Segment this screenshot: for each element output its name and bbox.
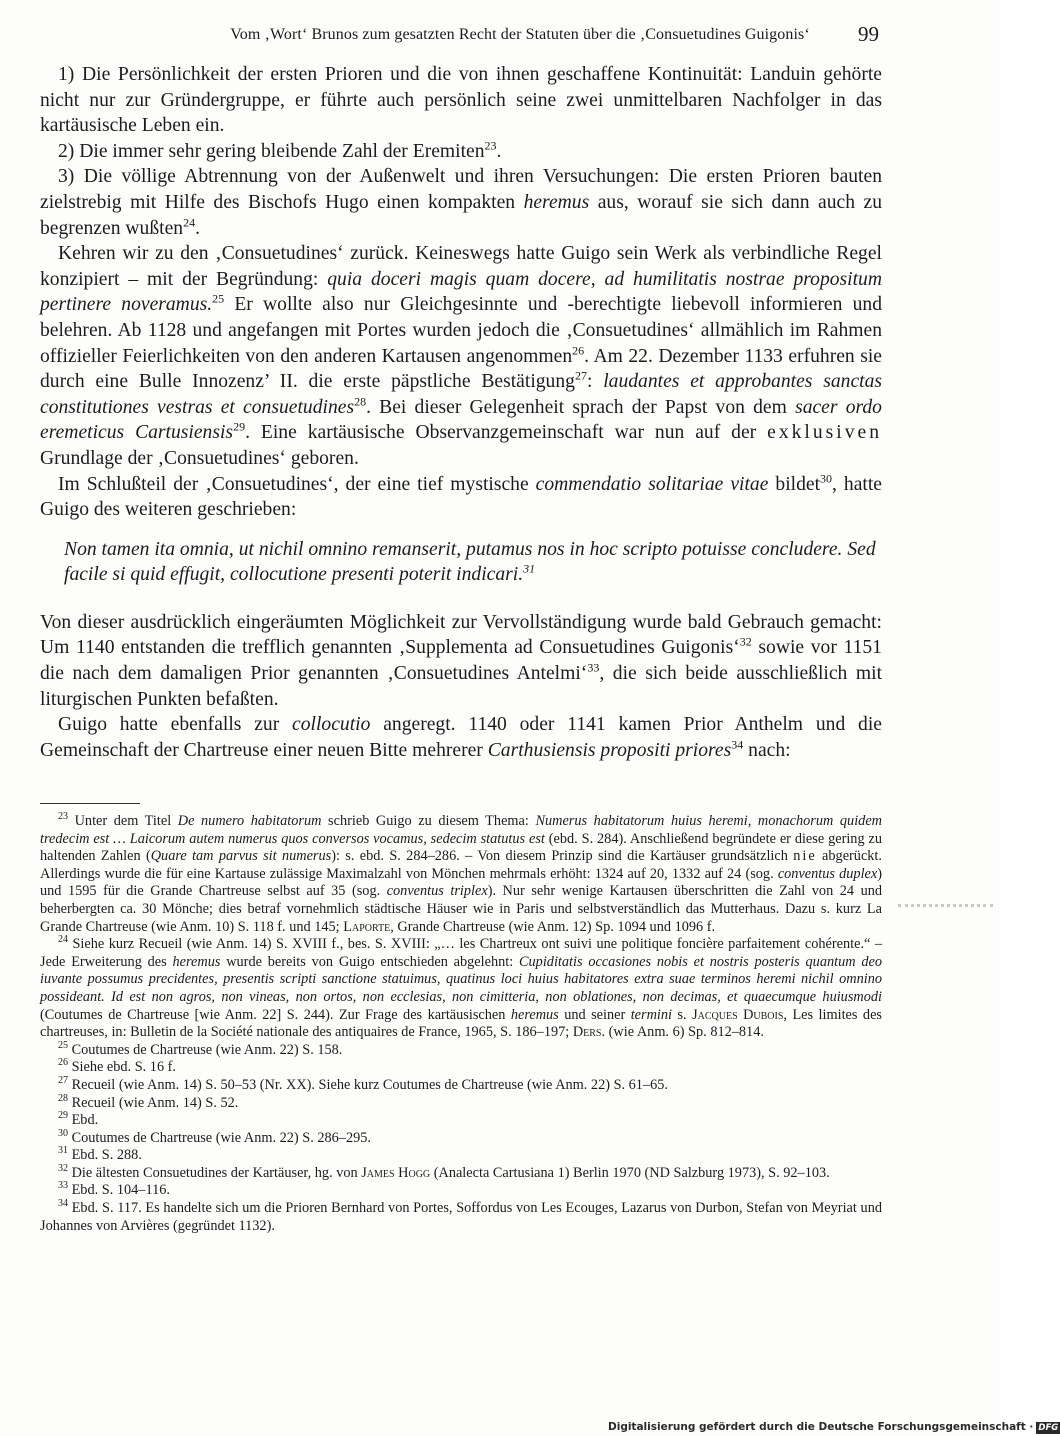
footnote-ref-28: 28	[354, 394, 367, 409]
footnote-33: $^{33}$ Ebd. S. 104–116.	[58, 1180, 170, 1199]
footnote-separator	[40, 803, 140, 804]
footnote-31: $^{31}$ Ebd. S. 288.	[58, 1145, 142, 1164]
main-text	[40, 62, 882, 763]
scan-artifact-dots	[898, 904, 993, 907]
block-quote: Non tamen ita omnia, ut nichil omnino remanserit, putamus nos in hoc scripto potuisse concludere. Sed facile si quid effugit, collocutione presenti poterit indicari.$^{31}$	[64, 538, 876, 586]
footnote-ref-32: 32	[739, 634, 752, 649]
paragraph-2: 2) Die immer sehr gering bleibende Zahl der Eremiten$^{23}$.	[58, 138, 502, 162]
footnote-26: $^{26}$ Siehe ebd. S. 16 f.	[58, 1057, 177, 1076]
footnote-ref-31: 31	[523, 561, 536, 576]
running-header: Vom ‚Wort‘ Brunos zum gesatzten Recht der Statuten über die ‚Consuetudines Guigonis‘	[230, 26, 810, 43]
footnote-ref-24: 24	[183, 215, 196, 230]
footnote-28: $^{28}$ Recueil (wie Anm. 14) S. 52.	[58, 1092, 239, 1111]
footnote-34: $^{34}$ Ebd. S. 117. Es handelte sich um die Prioren Bernhard von Portes, Soffordus von Les Ecouges, Lazarus von Durbon, Stefan von Meyriat und Johannes von Arvières (gegründet 1132).	[40, 1198, 882, 1234]
dfg-logo: DFG	[1038, 1423, 1059, 1433]
footnote-ref-27: 27	[574, 368, 587, 383]
footnote-25: $^{25}$ Coutumes de Chartreuse (wie Anm. 22) S. 158.	[58, 1039, 343, 1058]
footnote-24: $^{24}$ Siehe kurz Recueil (wie Anm. 14) S. XVIII f., bes. S. XVIII: „… les Chartreux ont suivi une politique foncière parfaitement cohérente.“ – Jede Erweiterung des heremus wurde bereits von Guigo entschieden abgelehnt: Cupiditatis occasiones nobis et nostris posteris quantum deo iuvante possumus precidentes, presentis scripti sanctione statuimus, quatinus loci huius habitatores extra suae terminos heremi nichil omnino possideant. Id est non agros, non vineas, non ortos, non ecclesias, non cimitteria, non oblationes, non decimas, et quaecumque huiusmodi (Coutumes de Chartreuse [wie Anm. 22] S. 244). Zur Frage des kartäusischen heremus und seiner termini s. Jacques Dubois, Les limites des chartreuses, in: Bulletin de la Société nationale des antiquaires de France, 1965, S. 186–197; Ders. (wie Anm. 6) Sp. 812–814.	[40, 934, 882, 1041]
footnote-29: $^{29}$ Ebd.	[58, 1110, 99, 1129]
paragraph-7: Guigo hatte ebenfalls zur collocutio angeregt. 1140 oder 1141 kamen Prior Anthelm und die Gemeinschaft der Chartreuse einer neuen Bitte mehrerer Carthusiensis propositi priores$^{34}$ nach:	[40, 714, 882, 761]
footnote-ref-23: 23	[484, 138, 497, 153]
paragraph-4: Kehren wir zu den ‚Consuetudines‘ zurück. Keineswegs hatte Guigo sein Werk als verbindliche Regel konzipiert – mit der Begründung: quia doceri magis quam docere, ad humilitatis nostrae propositum pertinere noveramus.$^{25}$ Er wollte also nur Gleichgesinnte und -berechtigte liebevoll informieren und belehren. Ab 1128 und angefangen mit Portes wurden jedoch die ‚Consuetudines‘ allmählich im Rahmen offizieller Feierlichkeiten von den anderen Kartausen angenommen$^{26}$. Am 22. Dezember 1133 erfuhren sie durch eine Bulle Innozenz’ II. die erste päpstliche Bestätigung$^{27}$: laudantes et approbantes sanctas constitutiones vestras et consuetudines$^{28}$. Bei dieser Gelegenheit sprach der Papst von dem sacer ordo eremeticus Cartusiensis$^{29}$. Eine kartäusische Observanzgemeinschaft war nun auf der exklusiven Grundlage der ‚Consuetudines‘ geboren.	[40, 243, 883, 469]
paragraph-1: 1) Die Persönlichkeit der ersten Prioren und die von ihnen geschaffene Kontinuität: Landuin gehörte nicht nur zur Gründergruppe, er führte auch persönlich seine zwei unmittelbaren Nachfolger in das kartäusische Leben ein.	[40, 64, 882, 137]
paragraph-6: Von dieser ausdrücklich eingeräumten Möglichkeit zur Vervollständigung wurde bald Gebrauch gemacht: Um 1140 entstanden die trefflich genannten ‚Supplementa ad Consuetudines Guigonis‘$^{32}$ sowie vor 1151 die nach dem damaligen Prior genannten ‚Consuetudines Antelmi‘$^{33}$, die sich beide ausschließlich mit liturgischen Punkten befaßten.	[40, 611, 883, 710]
footnote-ref-25: 25	[212, 291, 225, 306]
footnotes	[40, 813, 882, 1235]
footnote-32: $^{32}$ Die ältesten Consuetudines der Kartäuser, hg. von James Hogg (Analecta Cartusiana 1) Berlin 1970 (ND Salzburg 1973), S. 92–103.	[58, 1163, 830, 1181]
paragraph-3: 3) Die völlige Abtrennung von der Außenwelt und ihren Versuchungen: Die ersten Prioren bauten zielstrebig mit Hilfe des Bischofs Hugo einen kompakten heremus aus, worauf sie sich dann auch zu begrenzen wußten$^{24}$.	[40, 166, 882, 239]
footnote-ref-30: 30	[820, 470, 833, 485]
footnote-27: $^{27}$ Recueil (wie Anm. 14) S. 50–53 (Nr. XX). Siehe kurz Coutumes de Chartreuse (wie Anm. 22) S. 61–65.	[58, 1075, 668, 1093]
paragraph-5: Im Schlußteil der ‚Consuetudines‘, der eine tief mystische commendatio solitariae vitae bildet$^{30}$, hatte Guigo des weiteren geschrieben:	[40, 470, 883, 521]
footnote-ref-33: 33	[587, 660, 600, 675]
footnote-ref-26: 26	[572, 343, 585, 357]
digitization-credit: Digitalisierung gefördert durch die Deutsche Forschungsgemeinschaft · DFG	[608, 1421, 1059, 1433]
footnote-ref-34: 34	[731, 737, 744, 752]
footnote-23: $^{23}$ Unter dem Titel De numero habitatorum schrieb Guigo zu diesem Thema: Numerus habitatorum huius heremi, monachorum quidem tredecim est … Laicorum autem numerus quos conversos vocamus, sedecim statutus est (ebd. S. 284). Anschließend begründete er diese gering zu haltenden Zahlen (Quare tam parvus sit numerus): s. ebd. S. 284–286. – Von diesem Prinzip sind die Kartäuser grundsätzlich nie abgerückt. Allerdings wurde die für eine Kartause zulässige Maximalzahl von Mönchen mehrmals erhöht: 1324 auf 20, 1332 auf 24 (sog. conventus duplex) und 1595 für die Grande Chartreuse selbst auf 35 (sog. conventus triplex). Nur sehr wenige Kartausen überschritten die Zahl von 24 und beherbergten ca. 30 Mönche; dies betraf vornehmlich städtische Häuser wie in Paris und selbstverständlich das Mutterhaus. Dazu s. kurz La Grande Chartreuse (wie Anm. 10) S. 118 f. und 145; Laporte, Grande Chartreuse (wie Anm. 12) Sp. 1094 und 1096 f.	[40, 811, 883, 935]
footnote-ref-29: 29	[233, 419, 246, 434]
footnote-30: $^{30}$ Coutumes de Chartreuse (wie Anm. 22) S. 286–295.	[58, 1127, 371, 1146]
page-number: 99	[858, 22, 879, 46]
